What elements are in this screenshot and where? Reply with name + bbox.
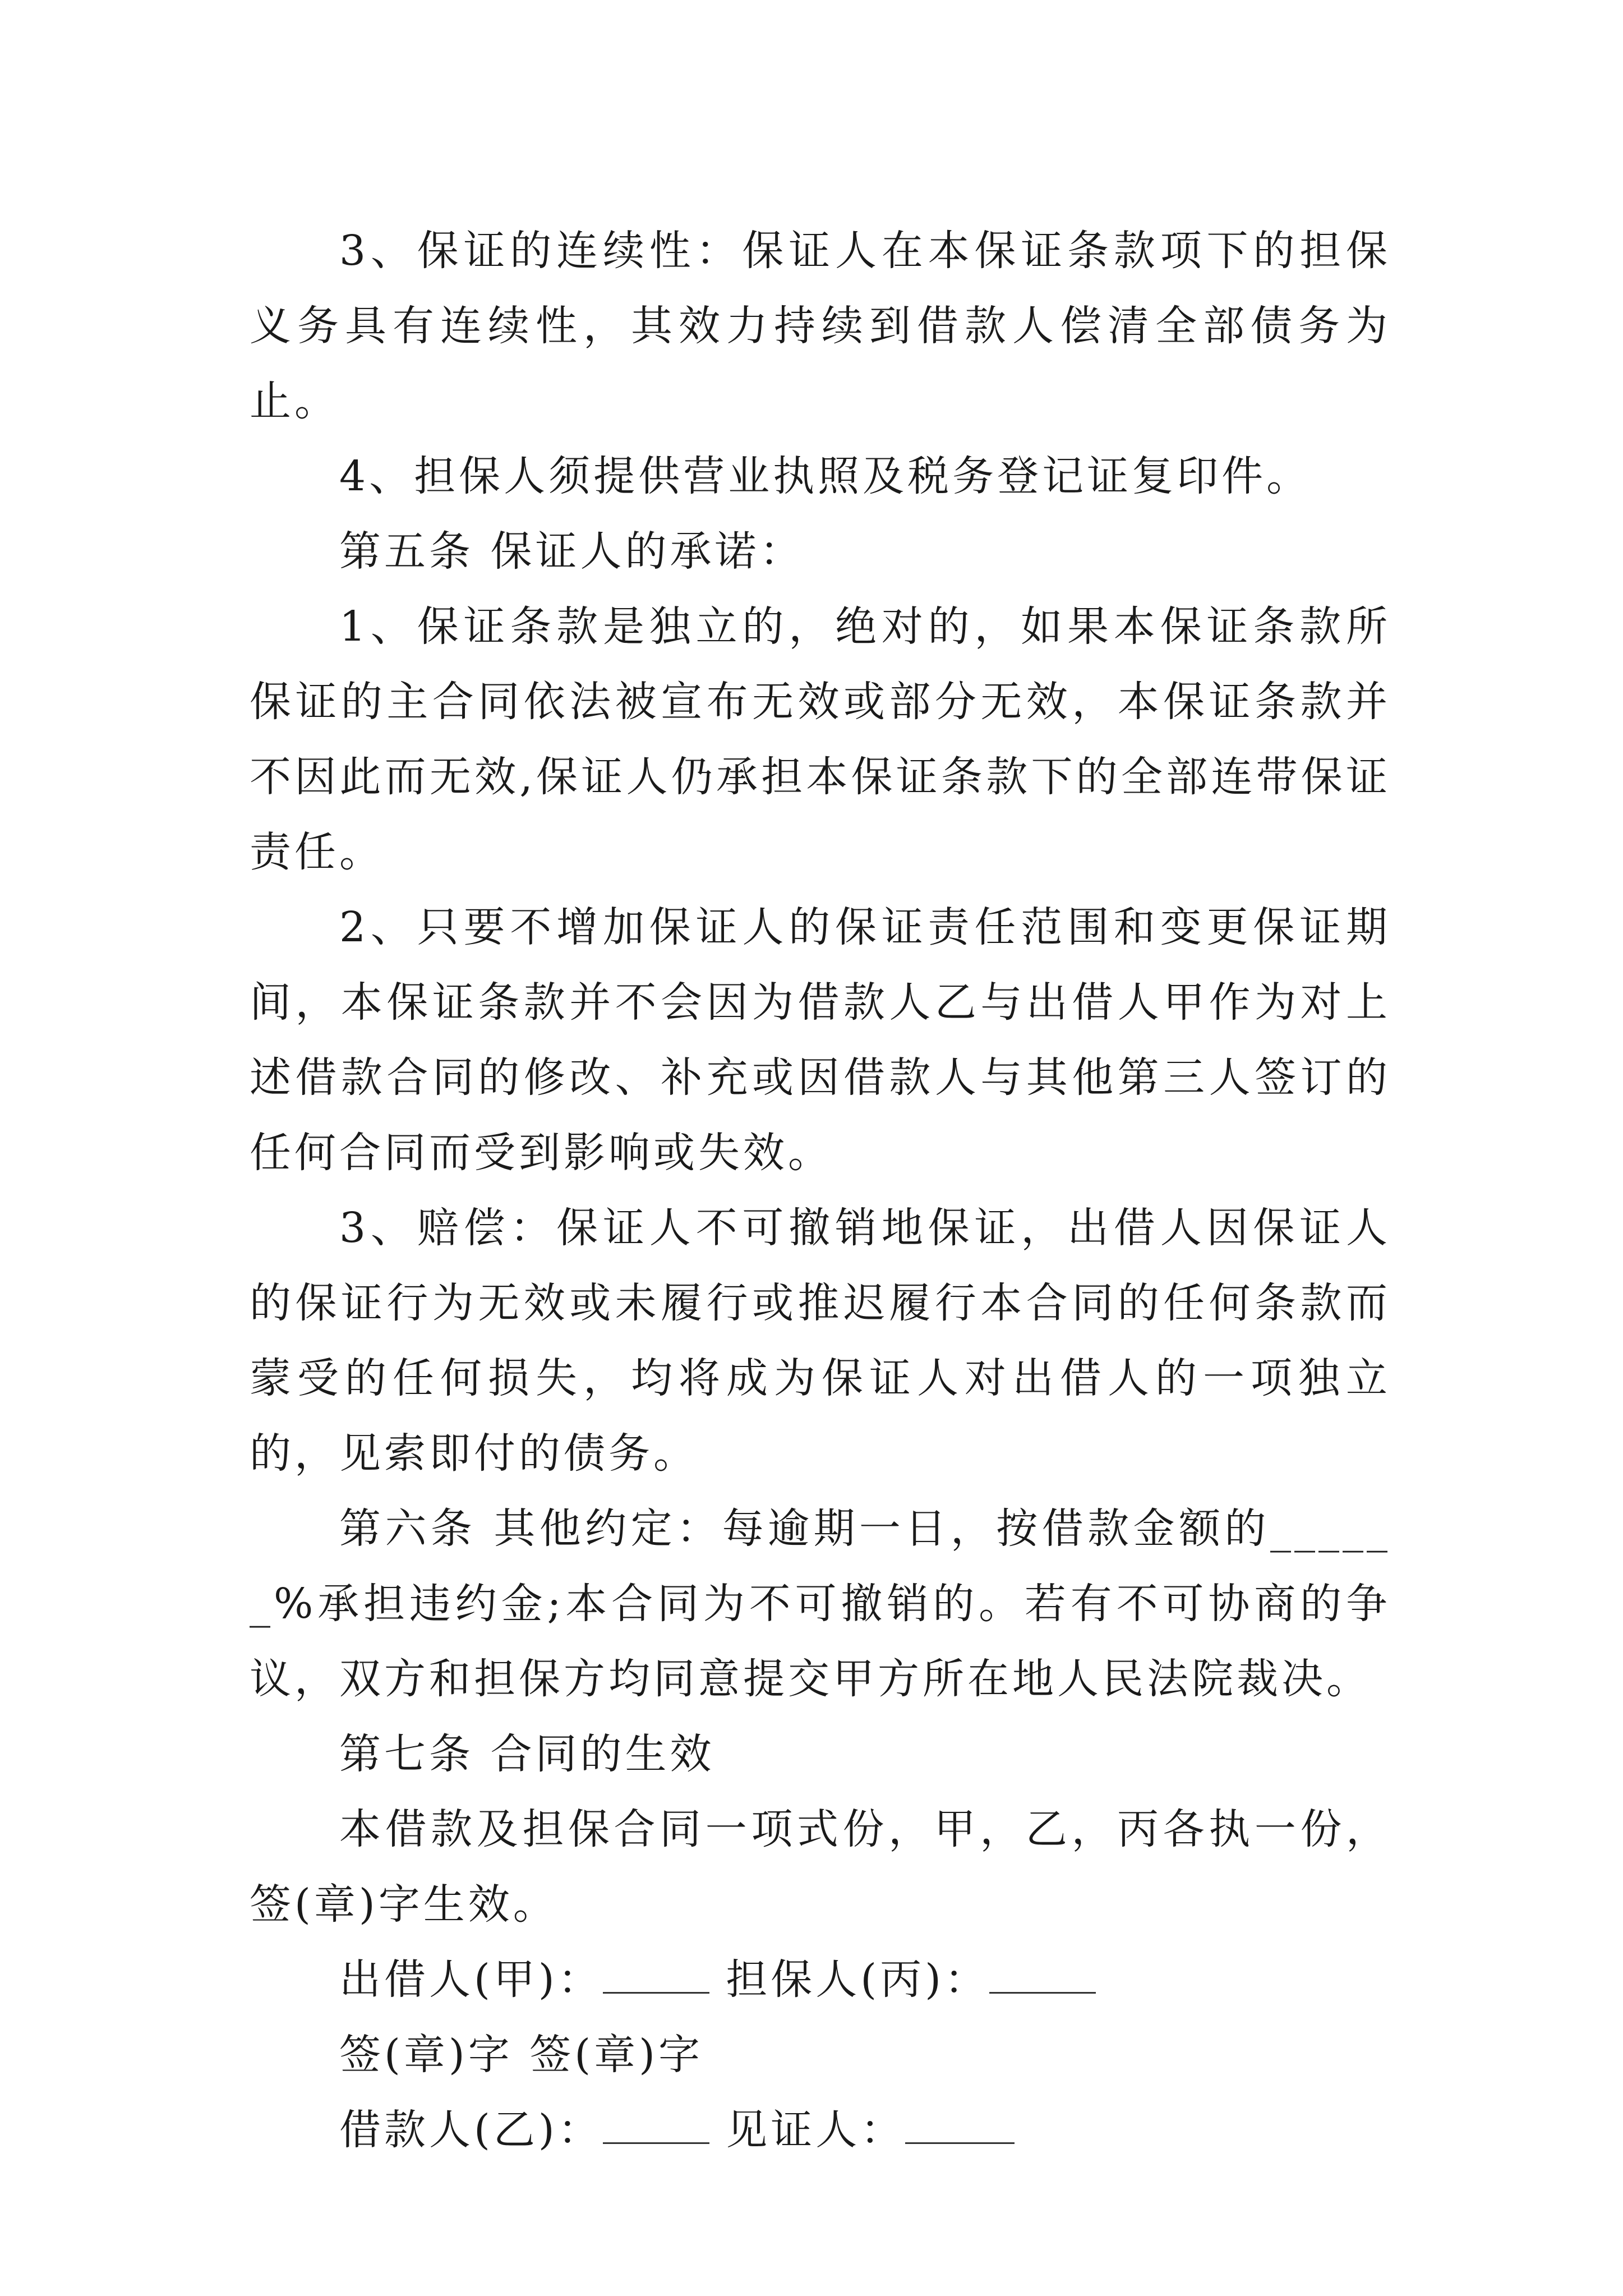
signature-seal-row: 签(章)字 签(章)字: [339, 2031, 704, 2079]
witness-blank: [905, 2109, 1015, 2144]
paragraph-effectiveness: 本借款及担保合同一项式份，甲，乙，丙各执一份，签(章)字生效。: [250, 1805, 1391, 1929]
heading-article-7: 第七条 合同的生效: [339, 1730, 715, 1778]
guarantor-label: 担保人(丙)：: [726, 1955, 990, 2004]
witness-label: 见证人：: [726, 2106, 906, 2154]
paragraph-license-copy: 4、担保人须提供营业执照及税务登记证复印件。: [339, 452, 1312, 500]
paragraph-scope: 2、只要不增加保证人的保证责任范围和变更保证期间，本保证条款并不会因为借款人乙与出借人甲作为对上述借款合同的修改、补充或因借款人与其他第三人签订的任何合同而受到影响或失效。: [250, 903, 1391, 1177]
heading-article-5: 第五条 保证人的承诺：: [339, 527, 805, 576]
lender-label: 出借人(甲)：: [339, 1955, 603, 2004]
paragraph-independence: 1、保证条款是独立的，绝对的，如果本保证条款所保证的主合同依法被宣布无效或部分无效，本保证条款并不因此而无效,保证人仍承担本保证条款下的全部连带保证责任。: [250, 602, 1391, 876]
lender-blank: [603, 1958, 709, 1994]
paragraph-compensation: 3、赔偿：保证人不可撤销地保证，出借人因保证人的保证行为无效或未履行或推迟履行本合同的任何条款而蒙受的任何损失，均将成为保证人对出借人的一项独立的，见索即付的债务。: [250, 1204, 1391, 1478]
guarantor-blank: [989, 1958, 1096, 1994]
document-page: [250, 213, 1391, 2168]
borrower-label: 借款人(乙)：: [339, 2106, 603, 2154]
paragraph-continuity: 3、保证的连续性：保证人在本保证条款项下的担保义务具有连续性，其效力持续到借款人偿清全部债务为止。: [250, 227, 1391, 425]
signature-row-lender-guarantor: [250, 1942, 1391, 2017]
signature-row-borrower-witness: [250, 2092, 1391, 2168]
borrower-blank: [603, 2109, 709, 2144]
paragraph-article-6: 第六条 其他约定：每逾期一日，按借款金额的______%承担违约金;本合同为不可撤销的。若有不可协商的争议，双方和担保方均同意提交甲方所在地人民法院裁决。: [250, 1504, 1391, 1703]
